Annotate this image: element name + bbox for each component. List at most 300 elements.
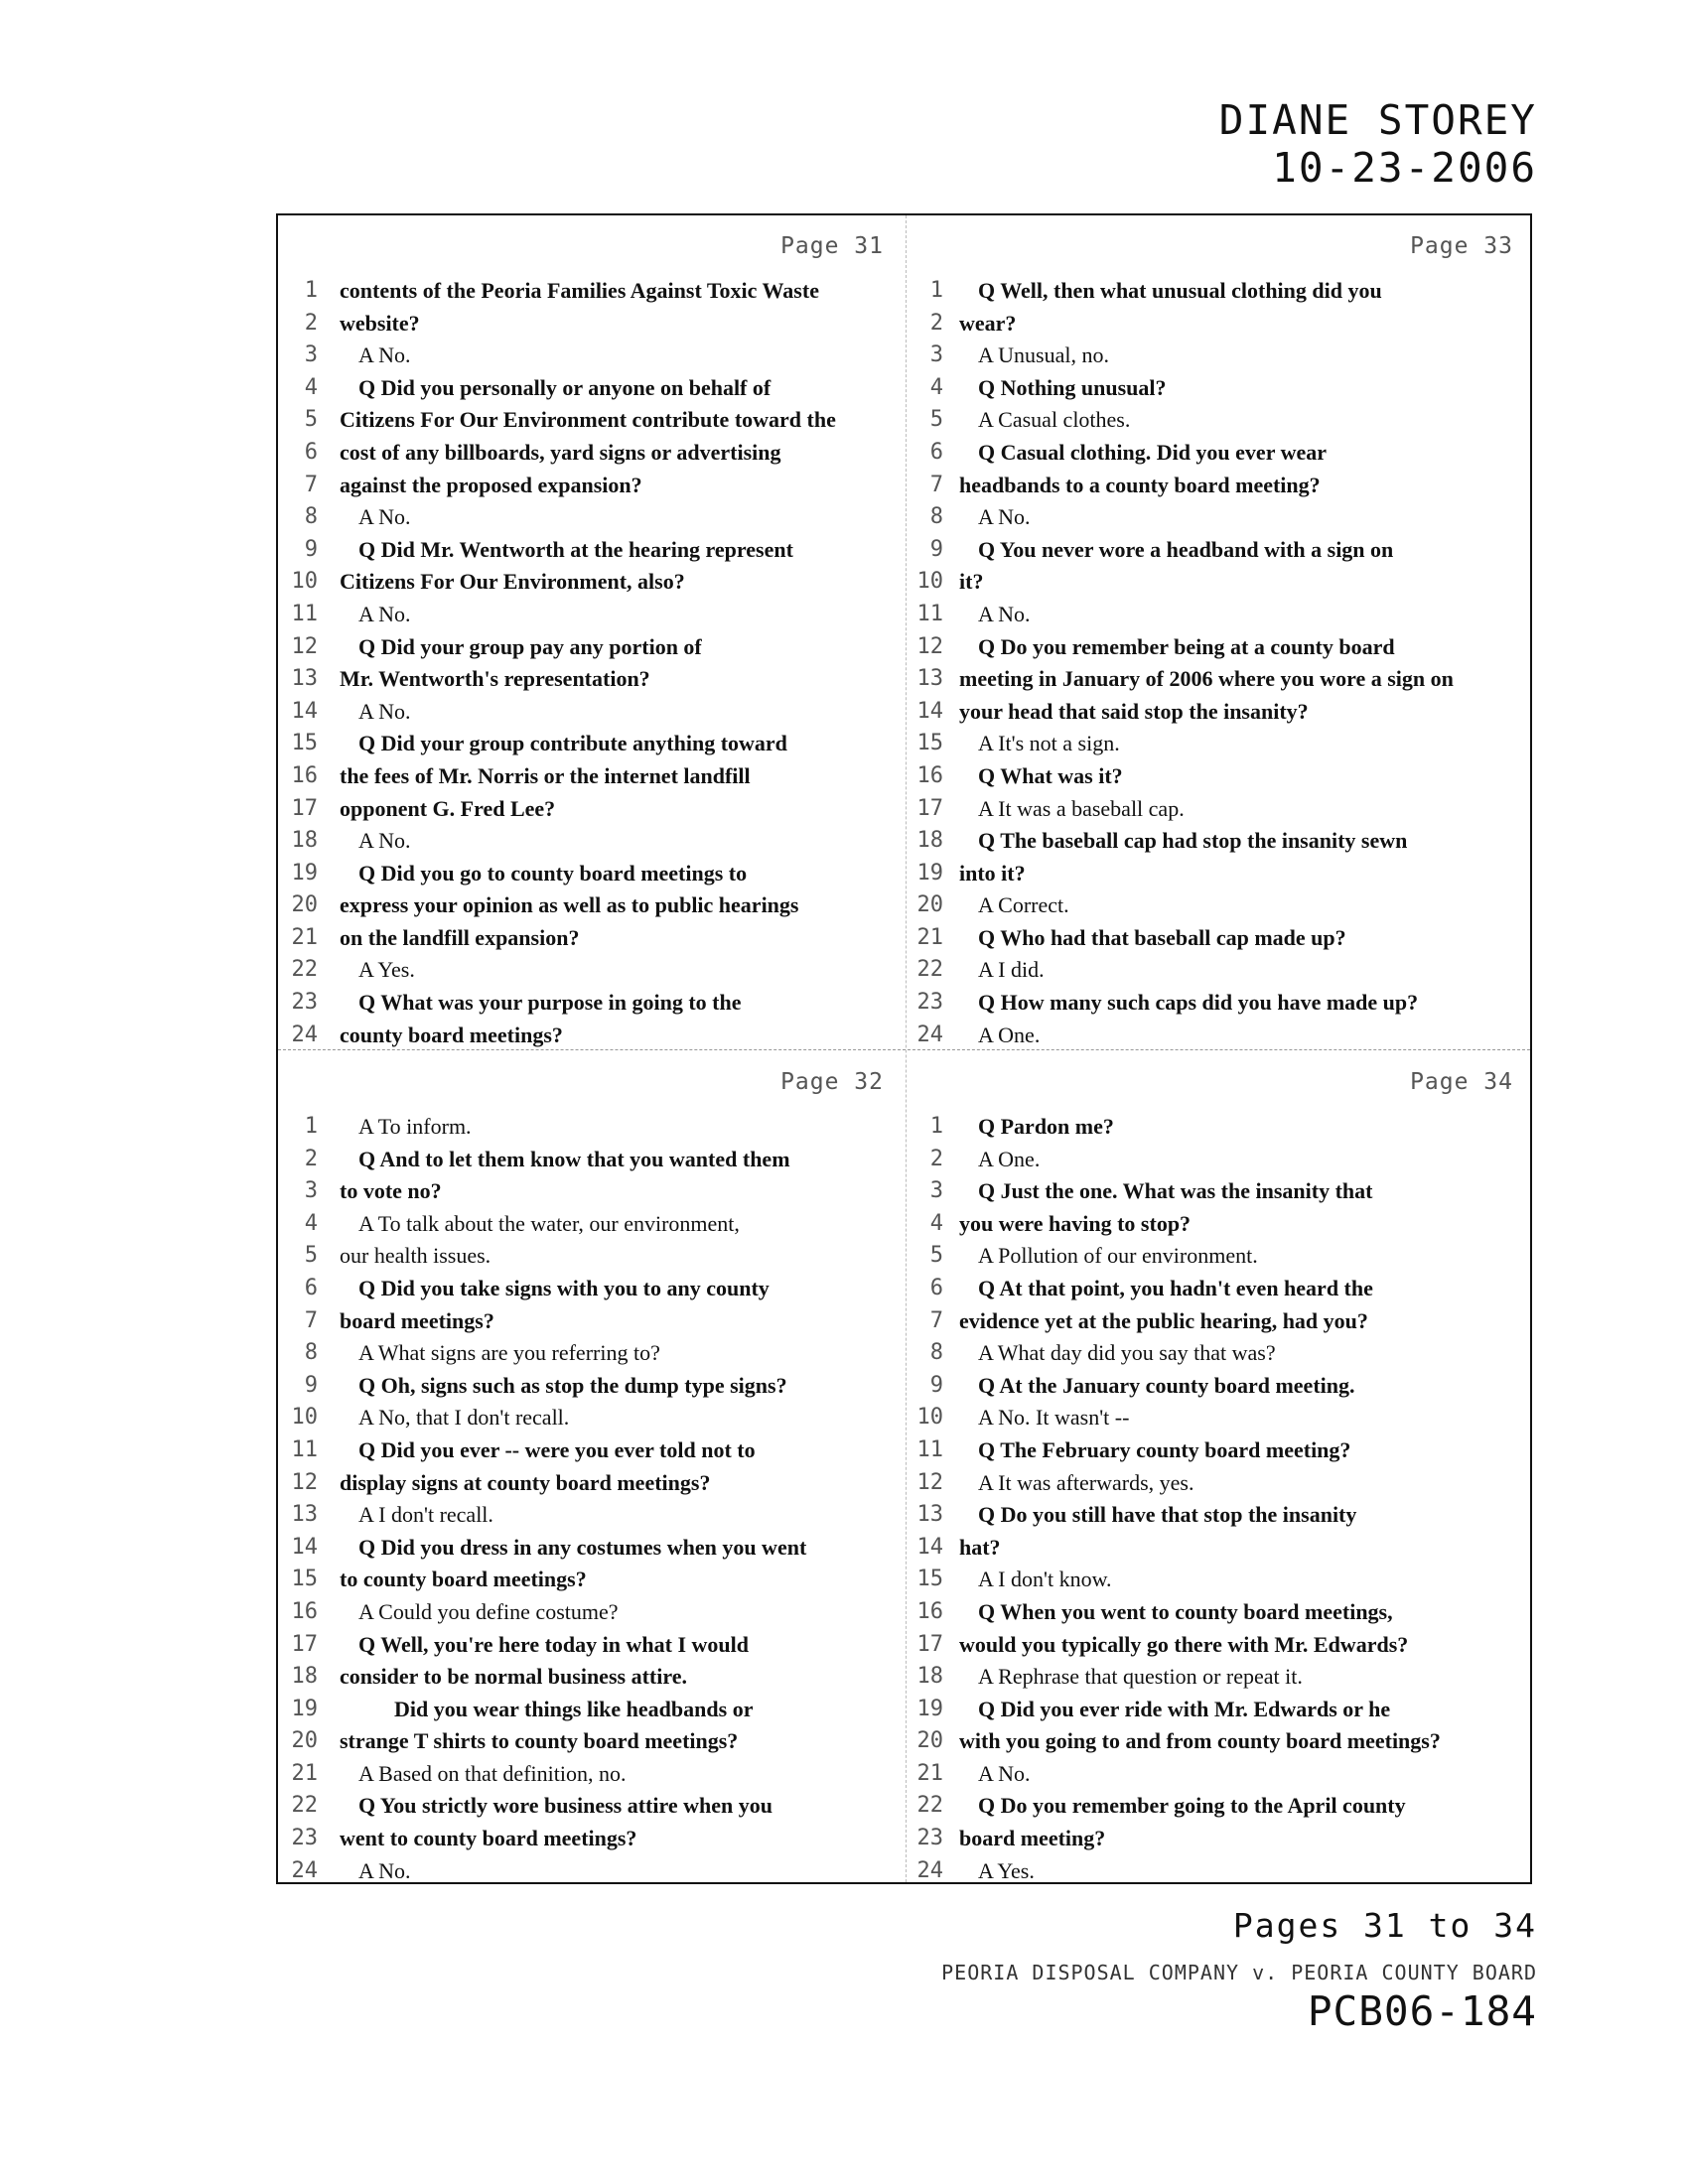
transcript-line: [278, 1823, 904, 1855]
line-number: 10: [916, 1405, 943, 1431]
transcript-line: [278, 566, 904, 599]
line-number: 4: [304, 1210, 318, 1236]
transcript-line: [278, 1564, 904, 1596]
transcript-lines: [278, 275, 904, 1051]
transcript-line: [278, 1467, 904, 1500]
line-number: 22: [291, 957, 318, 983]
transcript-line: [278, 631, 904, 664]
transcript-line: [908, 1855, 1533, 1888]
line-number: 5: [929, 1243, 943, 1269]
line-number: 12: [916, 633, 943, 659]
line-text: opponent G. Fred Lee?: [340, 795, 556, 821]
line-number: 9: [929, 1372, 943, 1398]
line-number: 18: [291, 828, 318, 854]
line-number: 11: [291, 1436, 318, 1462]
line-number: 15: [291, 1567, 318, 1592]
line-number: 19: [291, 860, 318, 886]
transcript-line: [908, 922, 1533, 955]
line-text: A No.: [978, 504, 1031, 530]
line-number: 7: [304, 472, 318, 497]
transcript-line: [278, 275, 904, 308]
transcript-line: [908, 340, 1533, 372]
line-number: 2: [929, 1146, 943, 1171]
transcript-line: [278, 1020, 904, 1052]
line-number: 13: [291, 1502, 318, 1528]
line-number: 1: [929, 1114, 943, 1139]
transcript-line: [908, 1532, 1533, 1565]
line-number: 7: [929, 1307, 943, 1333]
line-text: A No.: [358, 1857, 411, 1883]
line-number: 6: [929, 1275, 943, 1300]
line-text: A No.: [358, 601, 411, 626]
transcript-line: [908, 954, 1533, 987]
line-text: Q Did you personally or anyone on behalf of: [358, 374, 772, 400]
transcript-line: [908, 1337, 1533, 1370]
line-number: 19: [916, 860, 943, 886]
transcript-line: [278, 1370, 904, 1403]
line-number: 17: [291, 1631, 318, 1657]
page-label: Page 34: [1410, 1069, 1513, 1095]
line-number: 16: [291, 762, 318, 788]
line-text: A What signs are you referring to?: [358, 1340, 660, 1366]
line-text: A Yes.: [358, 957, 415, 983]
transcript-line: [908, 308, 1533, 341]
line-number: 22: [916, 1793, 943, 1819]
line-number: 15: [291, 731, 318, 756]
transcript-line: [908, 889, 1533, 922]
transcript-line: [278, 1337, 904, 1370]
line-text: A I don't recall.: [358, 1502, 493, 1528]
transcript-line: [908, 1790, 1533, 1823]
docket-number: PCB06-184: [1307, 1987, 1537, 2035]
transcript-line: [278, 1855, 904, 1888]
line-number: 23: [291, 990, 318, 1016]
line-number: 5: [929, 407, 943, 433]
transcript-line: [908, 1629, 1533, 1662]
line-number: 21: [291, 1760, 318, 1786]
transcript-line: [278, 599, 904, 631]
transcript-line: [908, 663, 1533, 696]
line-number: 14: [291, 698, 318, 724]
transcript-line: [908, 825, 1533, 858]
line-number: 6: [304, 439, 318, 465]
line-number: 2: [304, 1146, 318, 1171]
transcript-line: [278, 663, 904, 696]
transcript-line: [278, 889, 904, 922]
page-range: Pages 31 to 34: [1232, 1906, 1537, 1945]
line-text: Q Did your group contribute anything toward: [358, 731, 787, 756]
transcript-line: [908, 1240, 1533, 1273]
transcript-line: [278, 1596, 904, 1629]
transcript-line: [278, 1499, 904, 1532]
line-number: 3: [304, 1178, 318, 1204]
line-text: A What day did you say that was?: [978, 1340, 1276, 1366]
line-number: 9: [304, 536, 318, 562]
transcript-line: [908, 1020, 1533, 1052]
line-text: Q The February county board meeting?: [978, 1436, 1351, 1462]
line-text: Q Nothing unusual?: [978, 374, 1167, 400]
transcript-line: [908, 696, 1533, 729]
line-number: 3: [929, 342, 943, 368]
line-text: into it?: [959, 860, 1026, 886]
line-text: Q What was it?: [978, 762, 1123, 788]
line-text: A Based on that definition, no.: [358, 1760, 627, 1786]
transcript-line: [908, 631, 1533, 664]
line-text: cost of any billboards, yard signs or advertising: [340, 439, 781, 465]
line-text: A No.: [358, 828, 411, 854]
transcript-line: [908, 1661, 1533, 1694]
line-text: against the proposed expansion?: [340, 472, 642, 497]
transcript-line: [908, 1208, 1533, 1241]
line-text: A I don't know.: [978, 1567, 1112, 1592]
line-text: Q When you went to county board meetings,: [978, 1598, 1393, 1624]
line-text: A It was afterwards, yes.: [978, 1469, 1194, 1495]
line-text: Q Oh, signs such as stop the dump type signs?: [358, 1372, 787, 1398]
transcript-line: [278, 1758, 904, 1791]
line-number: 10: [291, 569, 318, 595]
line-text: Q Just the one. What was the insanity that: [978, 1178, 1373, 1204]
line-text: A Yes.: [978, 1857, 1035, 1883]
line-text: county board meetings?: [340, 1022, 563, 1047]
line-text: Q The baseball cap had stop the insanity sewn: [978, 828, 1408, 854]
transcript-line: [908, 437, 1533, 470]
line-text: A To talk about the water, our environment,: [358, 1210, 740, 1236]
line-text: Q Pardon me?: [978, 1114, 1114, 1139]
case-caption: PEORIA DISPOSAL COMPANY v. PEORIA COUNTY BOARD: [941, 1961, 1537, 1984]
line-text: Q Did your group pay any portion of: [358, 633, 702, 659]
line-number: 17: [291, 795, 318, 821]
line-number: 7: [929, 472, 943, 497]
line-text: display signs at county board meetings?: [340, 1469, 711, 1495]
transcript-line: [908, 793, 1533, 826]
line-number: 11: [916, 1436, 943, 1462]
line-text: board meetings?: [340, 1307, 494, 1333]
transcript-line: [278, 1240, 904, 1273]
line-number: 18: [916, 1664, 943, 1690]
page-label: Page 33: [1410, 233, 1513, 259]
transcript-line: [908, 1564, 1533, 1596]
line-text: Q Who had that baseball cap made up?: [978, 924, 1346, 950]
line-number: 11: [291, 601, 318, 626]
line-text: your head that said stop the insanity?: [959, 698, 1309, 724]
line-text: A No.: [978, 1760, 1031, 1786]
transcript-line: [908, 1758, 1533, 1791]
transcript-line: [278, 1402, 904, 1434]
transcript-lines: [908, 275, 1533, 1051]
transcript-line: [278, 1790, 904, 1823]
line-text: A No. It wasn't --: [978, 1405, 1130, 1431]
transcript-page-32: [278, 1051, 904, 1883]
line-text: Q What was your purpose in going to the: [358, 990, 742, 1016]
line-text: Q Well, then what unusual clothing did you: [978, 278, 1382, 303]
line-text: on the landfill expansion?: [340, 924, 580, 950]
transcript-line: [908, 1111, 1533, 1144]
transcript-line: [908, 1725, 1533, 1758]
line-text: Q Did you ever -- were you ever told not to: [358, 1436, 756, 1462]
line-number: 17: [916, 1631, 943, 1657]
line-text: went to county board meetings?: [340, 1826, 637, 1851]
transcript-line: [278, 858, 904, 890]
line-number: 16: [916, 1598, 943, 1624]
transcript-line: [908, 858, 1533, 890]
line-text: wear?: [959, 310, 1017, 336]
line-number: 6: [304, 1275, 318, 1300]
transcript-line: [278, 470, 904, 502]
transcript-line: [908, 1175, 1533, 1208]
transcript-line: [278, 308, 904, 341]
line-number: 24: [916, 1857, 943, 1883]
line-number: 22: [291, 1793, 318, 1819]
line-text: with you going to and from county board meetings?: [959, 1728, 1441, 1754]
transcript-line: [278, 696, 904, 729]
transcript-line: [908, 599, 1533, 631]
line-text: website?: [340, 310, 420, 336]
line-number: 9: [929, 536, 943, 562]
line-text: Q At that point, you hadn't even heard the: [978, 1275, 1373, 1300]
line-text: Q Did you dress in any costumes when you went: [358, 1534, 807, 1560]
line-text: express your opinion as well as to public hearings: [340, 892, 799, 918]
line-number: 16: [916, 762, 943, 788]
transcript-line: [278, 372, 904, 405]
transcript-page-34: [908, 1051, 1533, 1883]
line-text: A One.: [978, 1022, 1041, 1047]
transcript-line: [278, 1725, 904, 1758]
line-number: 13: [291, 666, 318, 692]
line-text: A Unusual, no.: [978, 342, 1109, 368]
transcript-line: [278, 728, 904, 760]
line-text: consider to be normal business attire.: [340, 1664, 687, 1690]
line-text: Q You strictly wore business attire when you: [358, 1793, 772, 1819]
line-text: Did you wear things like headbands or: [394, 1696, 754, 1721]
transcript-line: [278, 501, 904, 534]
transcript-line: [278, 760, 904, 793]
transcript-line: [908, 1273, 1533, 1305]
transcript-line: [278, 534, 904, 567]
transcript-line: [278, 954, 904, 987]
transcript-line: [278, 404, 904, 437]
line-text: Q You never wore a headband with a sign on: [978, 536, 1394, 562]
transcript-line: [278, 1273, 904, 1305]
transcript-line: [908, 470, 1533, 502]
line-number: 4: [304, 374, 318, 400]
line-number: 20: [291, 892, 318, 918]
transcript-line: [908, 566, 1533, 599]
transcript-line: [908, 534, 1533, 567]
transcript-line: [908, 1499, 1533, 1532]
line-text: our health issues.: [340, 1243, 491, 1269]
line-text: Q Do you remember being at a county board: [978, 633, 1395, 659]
line-number: 16: [291, 1598, 318, 1624]
line-number: 15: [916, 731, 943, 756]
line-text: Q Well, you're here today in what I would: [358, 1631, 749, 1657]
line-number: 8: [304, 504, 318, 530]
line-number: 17: [916, 795, 943, 821]
line-text: A Correct.: [978, 892, 1069, 918]
line-text: Q Did you go to county board meetings to: [358, 860, 748, 886]
transcript-line: [908, 1305, 1533, 1338]
line-text: A I did.: [978, 957, 1045, 983]
transcript-line: [278, 922, 904, 955]
transcript-page-33: [908, 215, 1533, 1047]
line-number: 14: [916, 698, 943, 724]
line-number: 21: [916, 924, 943, 950]
line-text: Q How many such caps did you have made up?: [978, 990, 1419, 1016]
line-number: 7: [304, 1307, 318, 1333]
line-number: 1: [304, 1114, 318, 1139]
transcript-line: [908, 1370, 1533, 1403]
line-number: 20: [916, 1728, 943, 1754]
line-number: 20: [291, 1728, 318, 1754]
line-number: 21: [291, 924, 318, 950]
transcript-line: [278, 1532, 904, 1565]
line-number: 8: [929, 504, 943, 530]
vertical-divider: [906, 215, 907, 1882]
line-text: A No.: [358, 698, 411, 724]
line-text: strange T shirts to county board meetings?: [340, 1728, 739, 1754]
line-number: 11: [916, 601, 943, 626]
line-text: A It was a baseball cap.: [978, 795, 1185, 821]
line-number: 12: [916, 1469, 943, 1495]
line-number: 5: [304, 1243, 318, 1269]
line-text: headbands to a county board meeting?: [959, 472, 1321, 497]
transcript-line: [278, 1661, 904, 1694]
line-text: meeting in January of 2006 where you wore a sign on: [959, 666, 1454, 692]
line-number: 5: [304, 407, 318, 433]
line-number: 2: [929, 310, 943, 336]
transcript-line: [278, 1175, 904, 1208]
line-number: 24: [916, 1022, 943, 1047]
line-number: 12: [291, 1469, 318, 1495]
line-number: 14: [291, 1534, 318, 1560]
line-number: 23: [291, 1826, 318, 1851]
line-number: 23: [916, 990, 943, 1016]
line-text: Citizens For Our Environment, also?: [340, 569, 685, 595]
line-number: 4: [929, 1210, 943, 1236]
line-text: Q Do you remember going to the April county: [978, 1793, 1406, 1819]
line-number: 9: [304, 1372, 318, 1398]
line-number: 4: [929, 374, 943, 400]
line-text: would you typically go there with Mr. Edwards?: [959, 1631, 1409, 1657]
line-text: Q Did you ever ride with Mr. Edwards or he: [978, 1696, 1391, 1721]
transcript-line: [278, 987, 904, 1020]
line-text: A No.: [358, 342, 411, 368]
line-text: the fees of Mr. Norris or the internet landfill: [340, 762, 751, 788]
page-label: Page 32: [780, 1069, 884, 1095]
line-number: 22: [916, 957, 943, 983]
deposition-date: 10-23-2006: [1272, 144, 1537, 192]
transcript-box: [276, 213, 1532, 1884]
line-text: evidence yet at the public hearing, had you?: [959, 1307, 1368, 1333]
line-number: 3: [929, 1178, 943, 1204]
line-number: 21: [916, 1760, 943, 1786]
line-text: A Could you define costume?: [358, 1598, 619, 1624]
line-text: A It's not a sign.: [978, 731, 1120, 756]
line-text: you were having to stop?: [959, 1210, 1192, 1236]
transcript-line: [908, 404, 1533, 437]
transcript-line: [908, 372, 1533, 405]
line-text: to county board meetings?: [340, 1567, 587, 1592]
line-text: A No, that I don't recall.: [358, 1405, 570, 1431]
line-text: to vote no?: [340, 1178, 442, 1204]
transcript-line: [278, 1144, 904, 1176]
line-text: Q Do you still have that stop the insanity: [978, 1502, 1357, 1528]
line-number: 8: [929, 1340, 943, 1366]
line-text: hat?: [959, 1534, 1001, 1560]
line-text: A Pollution of our environment.: [978, 1243, 1258, 1269]
transcript-line: [908, 1144, 1533, 1176]
line-text: Q And to let them know that you wanted them: [358, 1146, 790, 1171]
transcript-line: [908, 760, 1533, 793]
transcript-line: [278, 1694, 904, 1726]
line-text: A To inform.: [358, 1114, 472, 1139]
line-text: Q At the January county board meeting.: [978, 1372, 1355, 1398]
line-text: A No.: [358, 504, 411, 530]
line-text: Q Did you take signs with you to any county: [358, 1275, 770, 1300]
line-number: 8: [304, 1340, 318, 1366]
line-number: 12: [291, 633, 318, 659]
transcript-line: [908, 275, 1533, 308]
line-number: 20: [916, 892, 943, 918]
transcript-line: [908, 728, 1533, 760]
line-text: it?: [959, 569, 984, 595]
transcript-line: [908, 987, 1533, 1020]
line-text: Mr. Wentworth's representation?: [340, 666, 650, 692]
transcript-line: [908, 1596, 1533, 1629]
transcript-line: [278, 1208, 904, 1241]
transcript-line: [278, 1111, 904, 1144]
transcript-line: [278, 437, 904, 470]
transcript-page-31: [278, 215, 904, 1047]
transcript-line: [278, 1629, 904, 1662]
line-number: 13: [916, 666, 943, 692]
transcript-line: [908, 1694, 1533, 1726]
line-text: A Rephrase that question or repeat it.: [978, 1664, 1303, 1690]
line-number: 14: [916, 1534, 943, 1560]
page-label: Page 31: [780, 233, 884, 259]
transcript-lines: [908, 1111, 1533, 1887]
transcript-line: [278, 825, 904, 858]
transcript-line: [908, 501, 1533, 534]
line-number: 1: [304, 278, 318, 303]
transcript-line: [278, 1434, 904, 1467]
line-number: 18: [916, 828, 943, 854]
transcript-line: [908, 1402, 1533, 1434]
line-number: 6: [929, 439, 943, 465]
line-text: A One.: [978, 1146, 1041, 1171]
transcript-line: [908, 1823, 1533, 1855]
line-text: Q Did Mr. Wentworth at the hearing represent: [358, 536, 793, 562]
line-text: board meeting?: [959, 1826, 1106, 1851]
transcript-line: [278, 1305, 904, 1338]
line-number: 1: [929, 278, 943, 303]
deponent-name: DIANE STOREY: [1218, 96, 1537, 144]
line-text: Citizens For Our Environment contribute toward the: [340, 407, 836, 433]
line-number: 19: [291, 1696, 318, 1721]
line-text: A No.: [978, 601, 1031, 626]
transcript-line: [278, 793, 904, 826]
line-number: 15: [916, 1567, 943, 1592]
line-number: 18: [291, 1664, 318, 1690]
line-number: 3: [304, 342, 318, 368]
line-number: 23: [916, 1826, 943, 1851]
line-number: 24: [291, 1022, 318, 1047]
line-text: contents of the Peoria Families Against Toxic Waste: [340, 278, 819, 303]
line-number: 2: [304, 310, 318, 336]
line-number: 19: [916, 1696, 943, 1721]
line-number: 10: [291, 1405, 318, 1431]
transcript-line: [908, 1434, 1533, 1467]
transcript-line: [908, 1467, 1533, 1500]
